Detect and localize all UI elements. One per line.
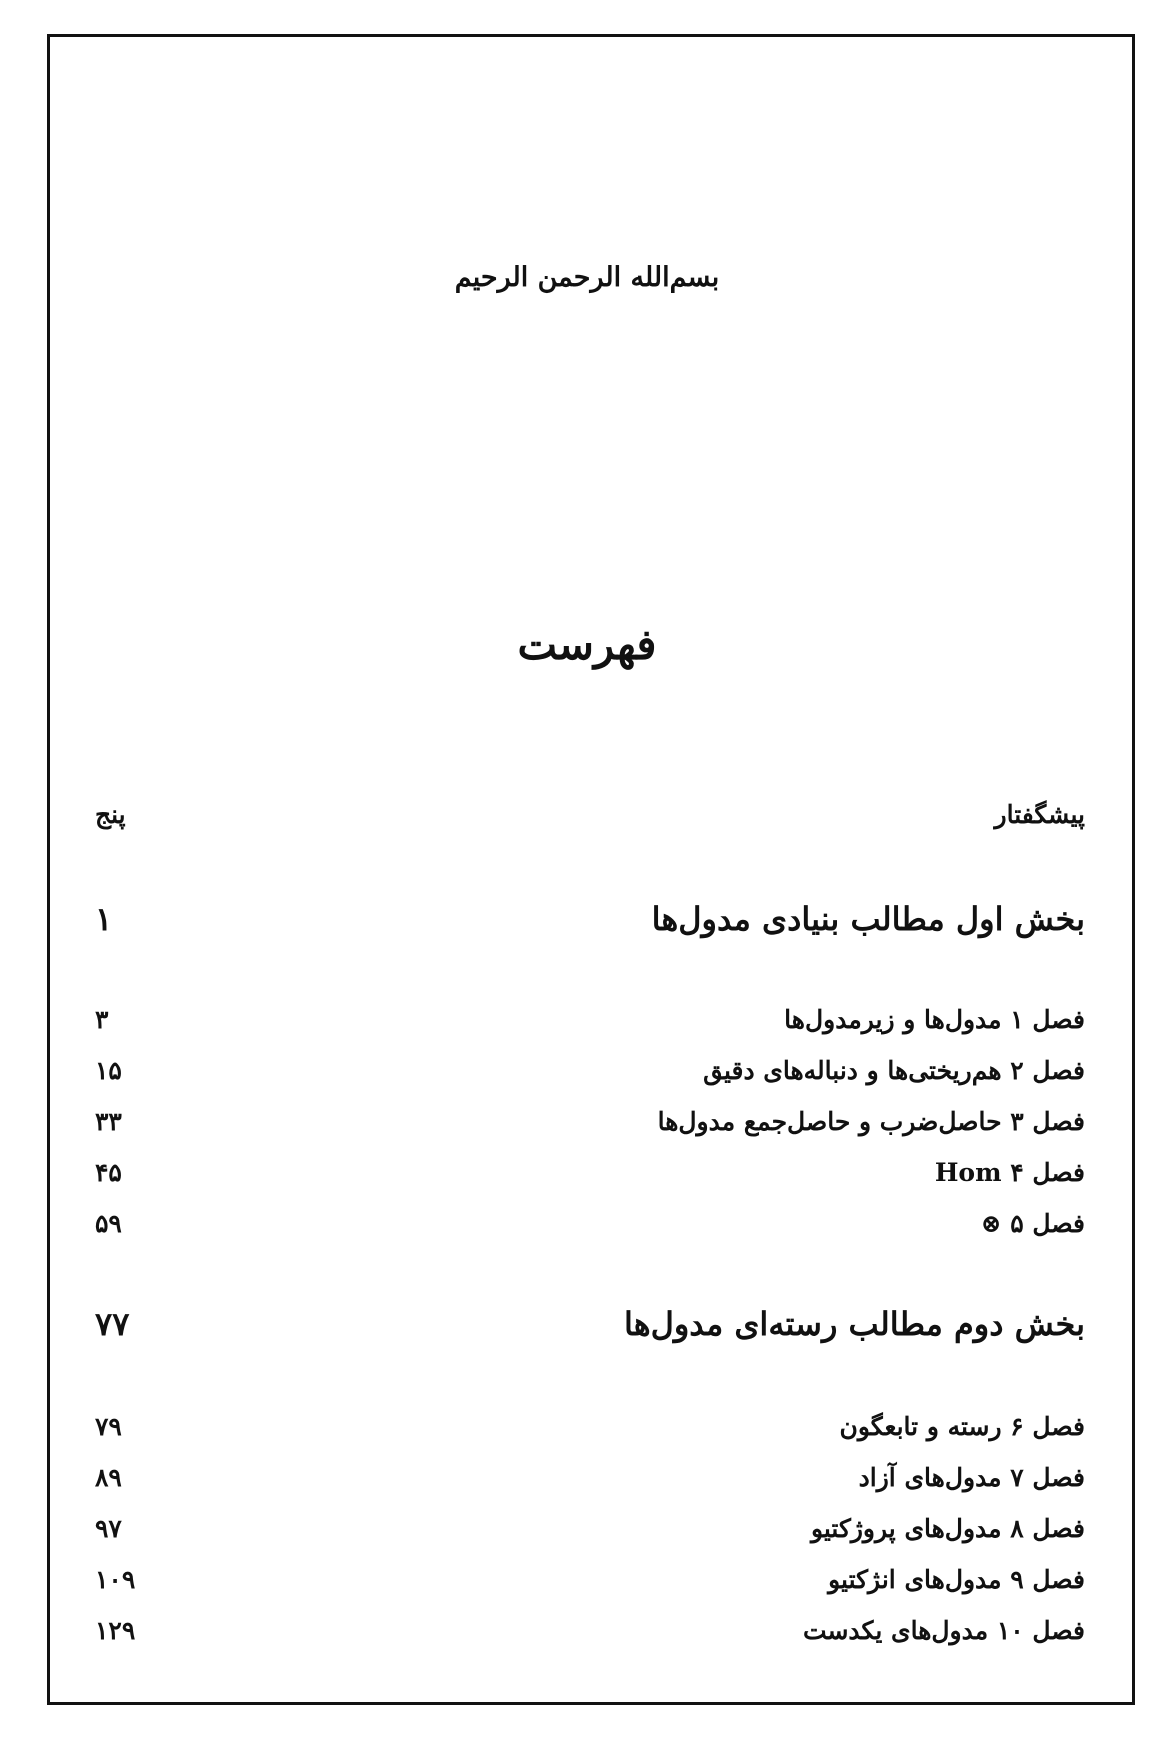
toc-row-part-2 <box>95 1305 1085 1343</box>
basmala-heading: بسم‌الله الرحمن الرحیم <box>454 262 720 293</box>
toc-label: فصل ۹ مدول‌های انژکتیو <box>828 1565 1085 1594</box>
toc-page-number: ۷۹ <box>95 1412 122 1441</box>
toc-row-part-1 <box>95 900 1085 938</box>
toc-page-number: ۴۵ <box>95 1158 122 1187</box>
toc-label: فصل ۶ رسته و تابعگون <box>839 1412 1085 1441</box>
toc-page-number: ۱ <box>95 900 113 938</box>
toc-page-number: ۱۲۹ <box>95 1616 136 1645</box>
toc-row-chapter-4 <box>95 1158 1085 1187</box>
toc-page-number: پنج <box>95 800 126 829</box>
toc-title: فهرست <box>517 620 657 669</box>
toc-label: فصل ۷ مدول‌های آزاد <box>858 1463 1085 1492</box>
toc-row-chapter-3 <box>95 1107 1085 1136</box>
toc-label: فصل ۱۰ مدول‌های یکدست <box>802 1616 1085 1645</box>
toc-label: فصل ۱ مدول‌ها و زیرمدول‌ها <box>784 1005 1085 1034</box>
toc-row-chapter-1 <box>95 1005 1085 1034</box>
toc-row-chapter-7 <box>95 1463 1085 1492</box>
toc-label: فصل ۸ مدول‌های پروژکتیو <box>810 1514 1085 1543</box>
toc-label: فصل ۳ حاصل‌ضرب و حاصل‌جمع مدول‌ها <box>657 1107 1085 1136</box>
toc-page-number: ۵۹ <box>95 1209 122 1238</box>
toc-row-preface <box>95 800 1085 829</box>
toc-page-number: ۳ <box>95 1005 109 1034</box>
toc-page-number: ۸۹ <box>95 1463 122 1492</box>
toc-row-chapter-9 <box>95 1565 1085 1594</box>
toc-label: فصل ۵ ⊗ <box>980 1209 1085 1238</box>
toc-row-chapter-10 <box>95 1616 1085 1645</box>
toc-label: فصل ۲ هم‌ریختی‌ها و دنباله‌های دقیق <box>703 1056 1085 1085</box>
toc-row-chapter-6 <box>95 1412 1085 1441</box>
toc-page-number: ۱۰۹ <box>95 1565 136 1594</box>
toc-page-number: ۱۵ <box>95 1056 122 1085</box>
toc-row-chapter-2 <box>95 1056 1085 1085</box>
toc-label: بخش دوم مطالب رسته‌ای مدول‌ها <box>623 1305 1085 1343</box>
toc-row-chapter-5 <box>95 1209 1085 1238</box>
toc-page-number: ۷۷ <box>95 1305 130 1343</box>
toc-row-chapter-8 <box>95 1514 1085 1543</box>
toc-label: فصل ۴ Hom <box>934 1158 1085 1187</box>
toc-page-number: ۹۷ <box>95 1514 122 1543</box>
toc-page-number: ۳۳ <box>95 1107 122 1136</box>
toc-label: بخش اول مطالب بنیادی مدول‌ها <box>651 900 1085 938</box>
toc-label: پیشگفتار <box>994 800 1085 829</box>
